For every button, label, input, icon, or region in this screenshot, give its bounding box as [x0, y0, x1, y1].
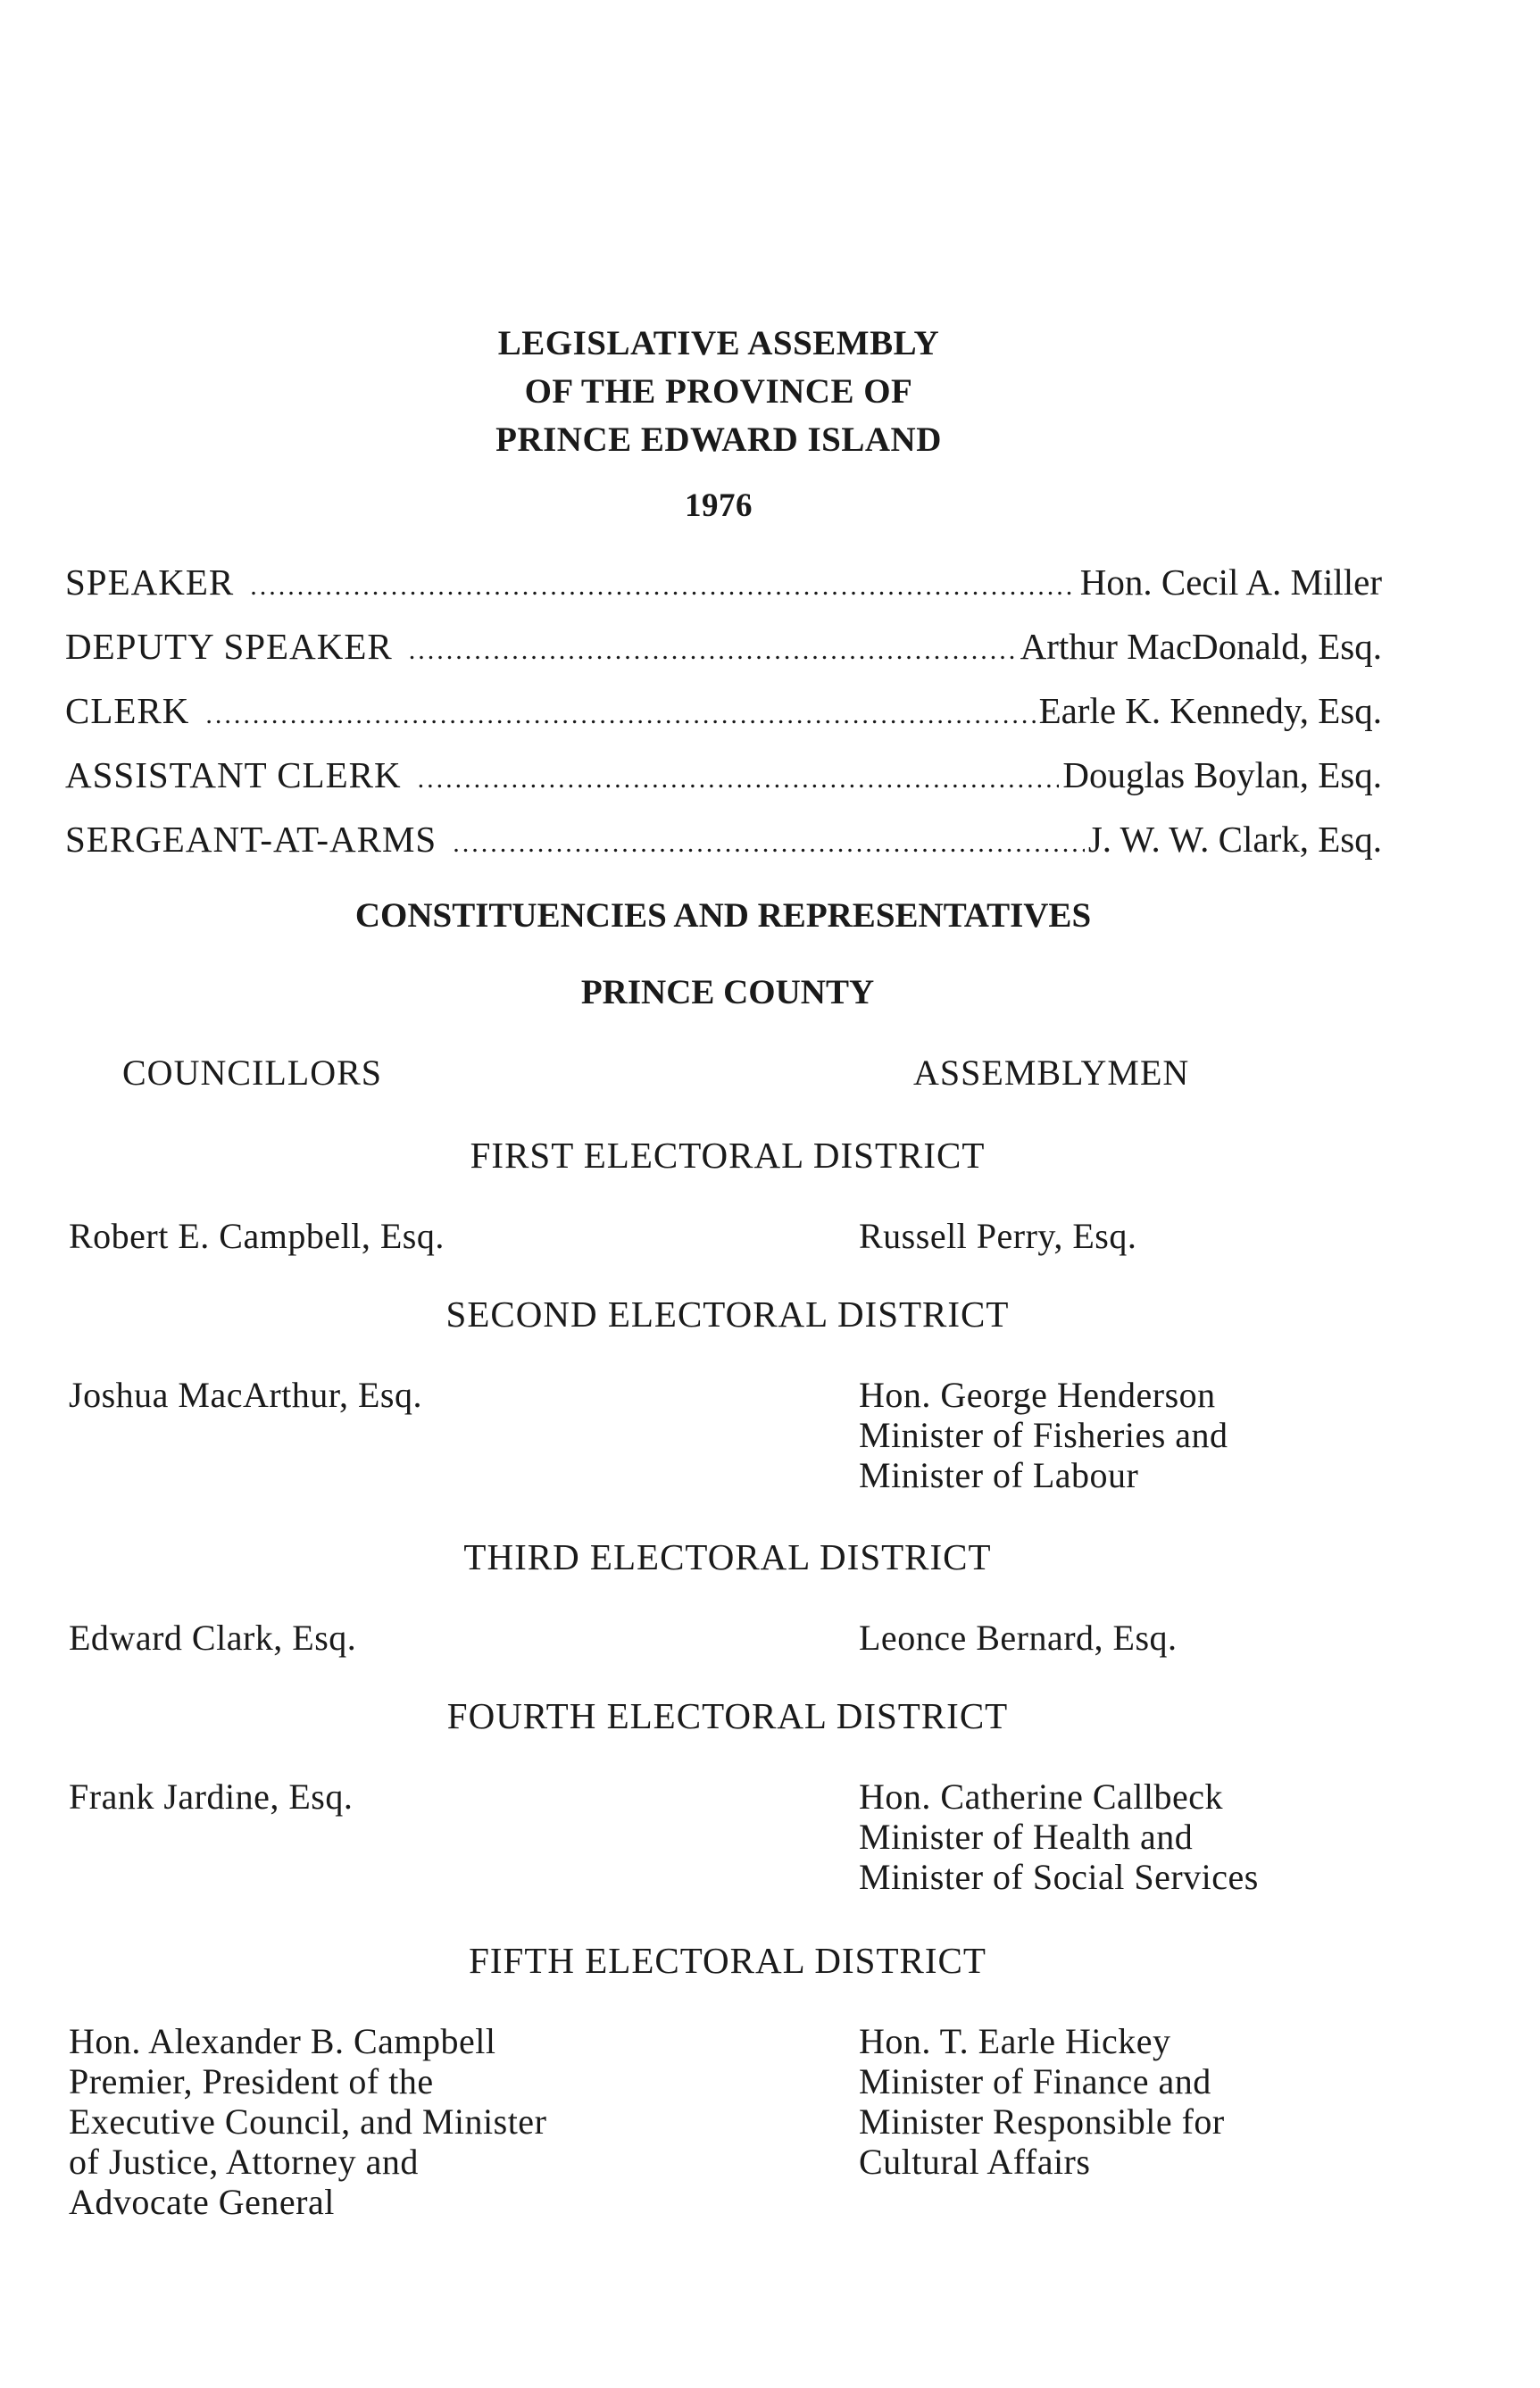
assemblyman-entry — [859, 1216, 1136, 1256]
officer-role: SERGEANT-AT-ARMS — [65, 819, 437, 860]
officer-sergeant-at-arms — [65, 818, 1382, 862]
assemblyman-line: Cultural Affairs — [859, 2142, 1091, 2182]
officer-role: CLERK — [65, 690, 190, 731]
dot-leader — [453, 828, 1085, 859]
councillor-entry — [69, 1375, 422, 1415]
assemblyman-entry — [859, 1618, 1178, 1658]
section-heading: CONSTITUENCIES AND REPRESENTATIVES — [354, 896, 1092, 935]
assemblyman-line: Minister of Social Services — [859, 1857, 1259, 1897]
assemblyman-line: Minister Responsible for — [859, 2101, 1225, 2142]
assemblyman-line: Minister of Health and — [859, 1817, 1194, 1857]
officer-name: Hon. Cecil A. Miller — [1079, 562, 1382, 603]
councillor-line: Premier, President of the — [69, 2061, 434, 2101]
councillor-line: Executive Council, and Minister — [69, 2101, 547, 2142]
officer-name: J. W. W. Clark, Esq. — [1087, 819, 1382, 860]
officer-role: SPEAKER — [65, 562, 235, 603]
councillor-line: Advocate General — [69, 2182, 335, 2222]
column-header-councillors: COUNCILLORS — [122, 1053, 383, 1093]
councillor-entry — [69, 1618, 356, 1658]
councillor-entry — [69, 1776, 353, 1817]
dot-leader — [250, 571, 1077, 602]
assembly-title-line-3: PRINCE EDWARD ISLAND — [495, 420, 942, 459]
district-heading: FOURTH ELECTORAL DISTRICT — [446, 1695, 1009, 1736]
assemblyman-entry — [859, 2021, 1225, 2182]
officer-deputy-speaker — [65, 625, 1382, 670]
councillor-line: Edward Clark, Esq. — [69, 1618, 357, 1658]
officer-role: ASSISTANT CLERK — [65, 754, 402, 795]
assembly-title-line-2: OF THE PROVINCE OF — [524, 372, 913, 411]
officer-name: Earle K. Kennedy, Esq. — [1038, 690, 1382, 731]
assemblyman-entry — [859, 1776, 1259, 1897]
district-heading: SECOND ELECTORAL DISTRICT — [445, 1294, 1010, 1335]
assemblyman-line: Hon. T. Earle Hickey — [859, 2021, 1171, 2061]
councillor-line: of Justice, Attorney and — [69, 2142, 419, 2182]
officer-speaker — [65, 561, 1382, 605]
assemblyman-line: Minister of Fisheries and — [859, 1415, 1228, 1455]
assemblyman-line: Minister of Finance and — [859, 2061, 1211, 2101]
councillor-line: Hon. Alexander B. Campbell — [69, 2021, 496, 2061]
councillor-entry — [69, 1216, 445, 1256]
assemblyman-entry — [859, 1375, 1228, 1495]
dot-leader — [409, 636, 1017, 666]
county-heading: PRINCE COUNTY — [580, 973, 875, 1011]
officer-name: Arthur MacDonald, Esq. — [1020, 626, 1382, 667]
district-heading: FIRST ELECTORAL DISTRICT — [470, 1135, 986, 1176]
dot-leader — [418, 764, 1060, 795]
assemblyman-line: Minister of Labour — [859, 1455, 1139, 1495]
assemblyman-line: Hon. George Henderson — [859, 1375, 1216, 1415]
officer-assistant-clerk — [65, 753, 1382, 798]
councillor-line: Robert E. Campbell, Esq. — [69, 1216, 445, 1256]
column-header-assemblymen: ASSEMBLYMEN — [913, 1053, 1190, 1093]
assemblyman-line: Russell Perry, Esq. — [859, 1216, 1137, 1256]
officer-name: Douglas Boylan, Esq. — [1062, 754, 1382, 795]
officer-role: DEPUTY SPEAKER — [65, 626, 393, 667]
district-heading: THIRD ELECTORAL DISTRICT — [463, 1536, 992, 1577]
dot-leader — [205, 700, 1035, 730]
assembly-year: 1976 — [685, 487, 753, 524]
assembly-title-line-1: LEGISLATIVE ASSEMBLY — [497, 324, 940, 362]
officer-clerk — [65, 689, 1382, 734]
assemblyman-line: Leonce Bernard, Esq. — [859, 1618, 1178, 1658]
councillor-line: Frank Jardine, Esq. — [69, 1776, 354, 1817]
councillor-entry — [69, 2021, 546, 2222]
district-heading: FIFTH ELECTORAL DISTRICT — [469, 1940, 986, 1981]
councillor-line: Joshua MacArthur, Esq. — [69, 1375, 422, 1415]
assemblyman-line: Hon. Catherine Callbeck — [859, 1776, 1224, 1817]
